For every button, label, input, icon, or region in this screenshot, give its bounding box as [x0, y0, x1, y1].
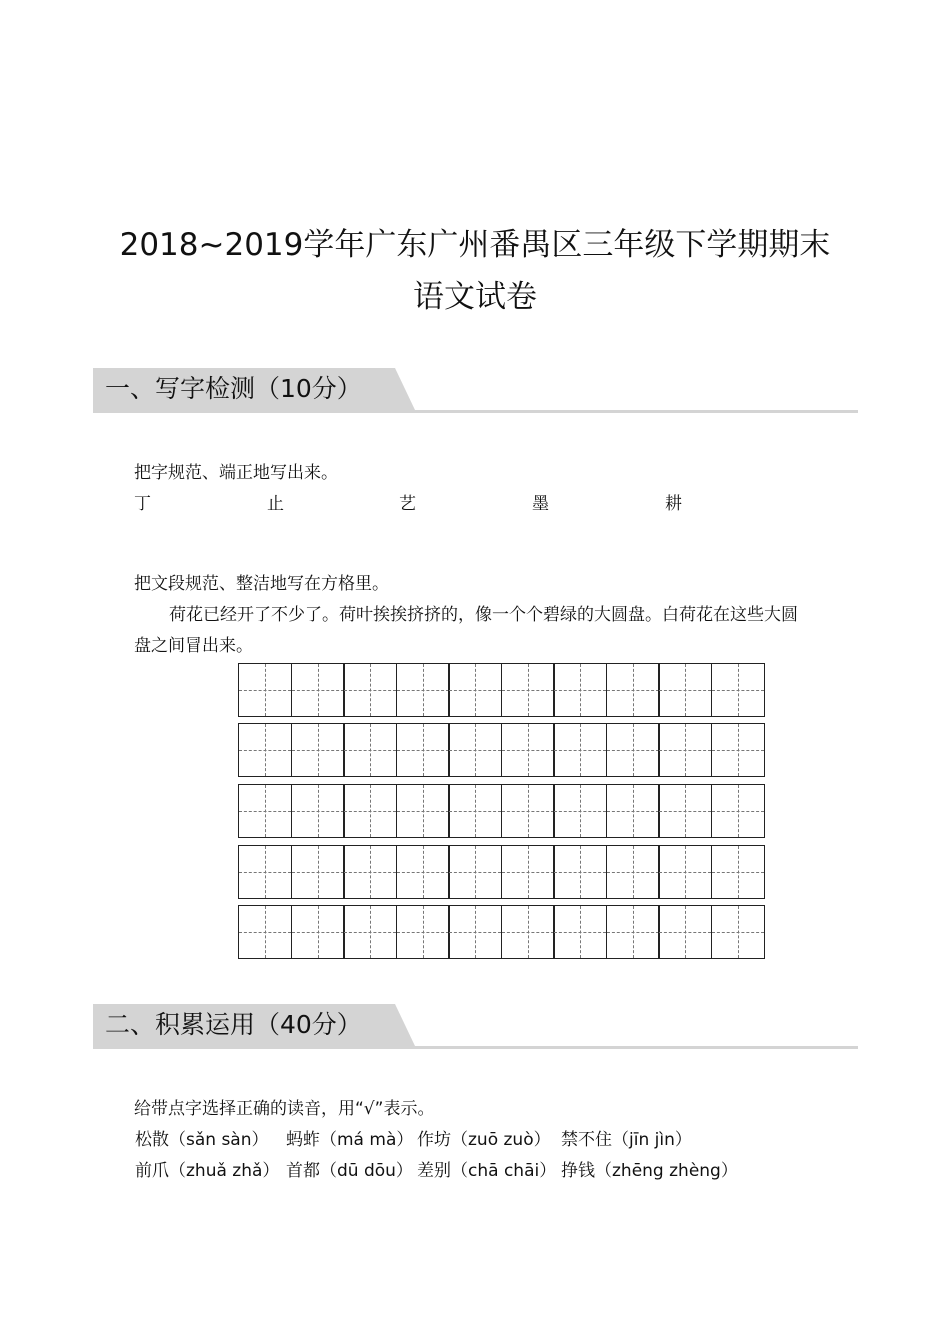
grid-cell: [238, 784, 292, 838]
section1-header-rule: [93, 410, 858, 413]
grid-row: [238, 905, 778, 959]
section2-header-rule: [93, 1046, 858, 1049]
grid-cell: [501, 905, 555, 959]
grid-cell: [501, 663, 555, 717]
grid-cell: [396, 905, 450, 959]
section2-q1-instruction: 给带点字选择正确的读音，用“√”表示。: [134, 1099, 435, 1119]
document-title-line1: 2018~2019学年广东广州番禺区三年级下学期期末: [119, 227, 831, 263]
grid-cell: [291, 905, 345, 959]
section1-q2-instruction: 把文段规范、整洁地写在方格里。: [134, 574, 389, 594]
grid-cell: [291, 663, 345, 717]
grid-cell: [711, 905, 765, 959]
pinyin-option: 首都（dū dōu）: [286, 1161, 413, 1181]
grid-cell: [238, 845, 292, 899]
pinyin-option: 蚂蚱（má mà）: [286, 1130, 414, 1150]
section1-header: [93, 368, 858, 414]
grid-cell: [553, 723, 607, 777]
grid-cell: [553, 905, 607, 959]
practice-char: 墨: [532, 494, 549, 514]
grid-cell: [396, 663, 450, 717]
grid-cell: [396, 845, 450, 899]
grid-cell: [501, 845, 555, 899]
grid-cell: [448, 905, 502, 959]
grid-cell: [606, 663, 660, 717]
grid-cell: [711, 784, 765, 838]
grid-cell: [343, 784, 397, 838]
pinyin-option: 差别（chā chāi）: [417, 1161, 557, 1181]
grid-cell: [606, 905, 660, 959]
grid-row: [238, 784, 778, 838]
pinyin-option: 作坊（zuō zuò）: [417, 1130, 551, 1150]
grid-row: [238, 723, 778, 777]
grid-cell: [658, 663, 712, 717]
section1-heading: 一、写字检测（10分）: [105, 374, 362, 403]
grid-cell: [238, 723, 292, 777]
grid-cell: [501, 784, 555, 838]
grid-cell: [396, 784, 450, 838]
grid-cell: [658, 845, 712, 899]
section2-header: [93, 1004, 858, 1050]
grid-cell: [448, 723, 502, 777]
grid-cell: [291, 723, 345, 777]
grid-cell: [658, 905, 712, 959]
grid-cell: [711, 663, 765, 717]
grid-cell: [711, 845, 765, 899]
practice-char: 艺: [399, 494, 416, 514]
passage-line2: 盘之间冒出来。: [134, 636, 253, 656]
grid-cell: [343, 845, 397, 899]
grid-cell: [658, 723, 712, 777]
pinyin-option: 松散（sǎn sàn）: [135, 1130, 269, 1150]
grid-cell: [343, 663, 397, 717]
practice-char: 耕: [665, 494, 682, 514]
grid-cell: [343, 723, 397, 777]
grid-cell: [606, 723, 660, 777]
grid-cell: [501, 723, 555, 777]
practice-char: 止: [267, 494, 284, 514]
grid-cell: [448, 845, 502, 899]
pinyin-option: 挣钱（zhēng zhèng）: [561, 1161, 738, 1181]
section2-heading: 二、积累运用（40分）: [105, 1010, 362, 1039]
grid-cell: [553, 663, 607, 717]
grid-cell: [291, 845, 345, 899]
passage-line1: 荷花已经开了不少了。荷叶挨挨挤挤的，像一个个碧绿的大圆盘。白荷花在这些大圆: [169, 605, 798, 625]
grid-cell: [238, 663, 292, 717]
grid-cell: [343, 905, 397, 959]
grid-row: [238, 663, 778, 717]
pinyin-option: 前爪（zhuǎ zhǎ）: [135, 1161, 280, 1181]
grid-cell: [396, 723, 450, 777]
grid-cell: [448, 663, 502, 717]
grid-cell: [606, 784, 660, 838]
document-title-line2: 语文试卷: [413, 279, 537, 315]
grid-cell: [238, 905, 292, 959]
practice-char: 丁: [134, 494, 151, 514]
grid-cell: [711, 723, 765, 777]
practice-chars: [0, 492, 950, 516]
grid-cell: [658, 784, 712, 838]
grid-cell: [291, 784, 345, 838]
grid-cell: [553, 845, 607, 899]
grid-row: [238, 845, 778, 899]
grid-cell: [553, 784, 607, 838]
grid-cell: [448, 784, 502, 838]
section1-q1-instruction: 把字规范、端正地写出来。: [134, 463, 338, 483]
grid-cell: [606, 845, 660, 899]
pinyin-option: 禁不住（jīn jìn）: [561, 1130, 692, 1150]
